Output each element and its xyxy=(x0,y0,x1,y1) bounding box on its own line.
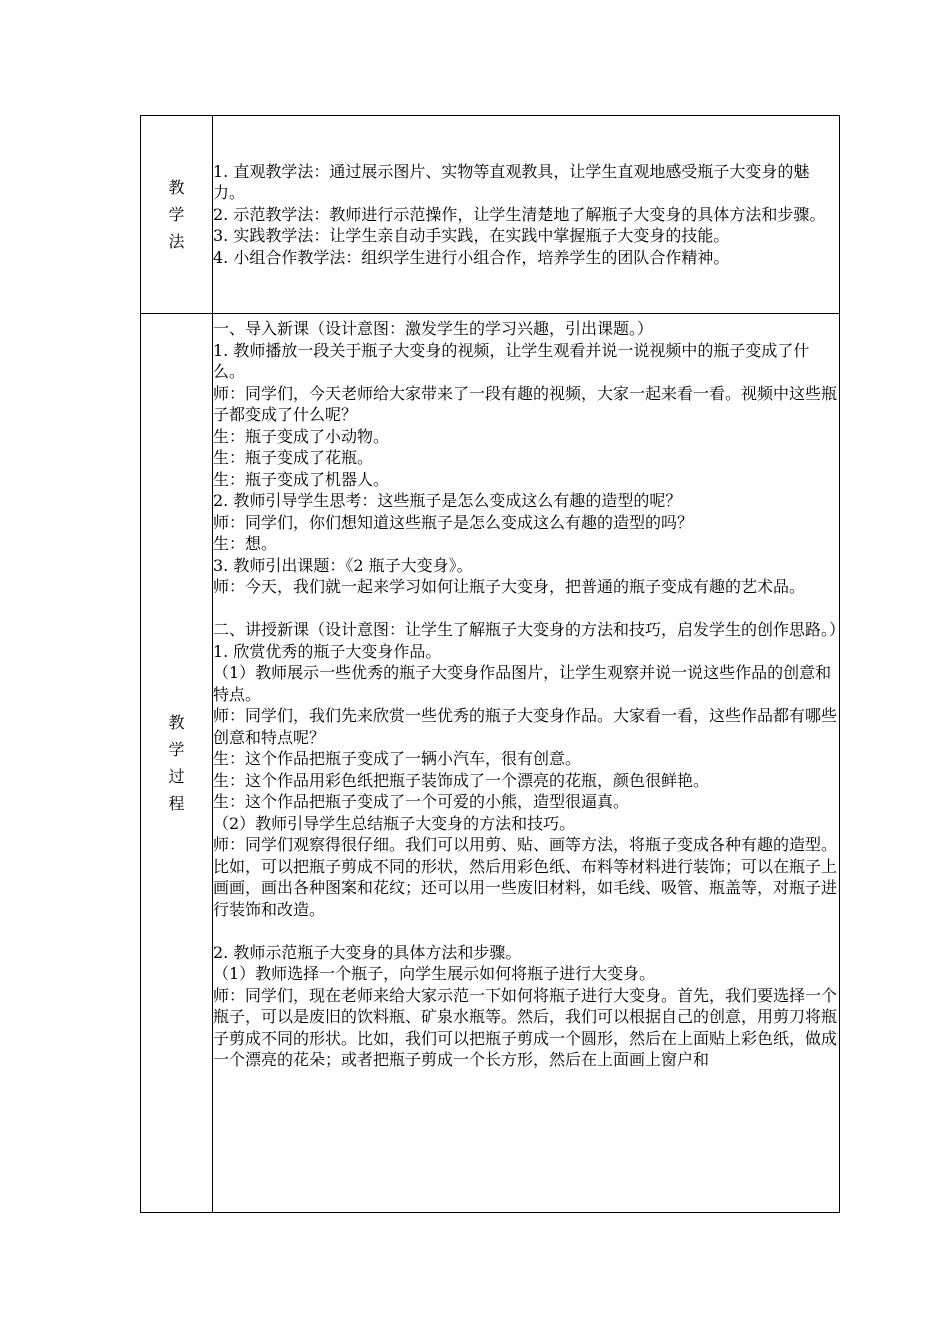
process-paragraph: （2）教师引导学生总结瓶子大变身的方法和技巧。 xyxy=(213,813,576,833)
process-paragraph: （1）教师展示一些优秀的瓶子大变身作品图片，让学生观察并说一说这些作品的创意和特点。 xyxy=(213,663,832,704)
process-paragraph: 师：同学们，现在老师来给大家示范一下如何将瓶子进行大变身。首先，我们要选择一个瓶子，可以是废旧的饮料瓶、矿泉水瓶等。然后，我们可以根据自己的创意，用剪刀将瓶子剪成不同的形状。比如，我们可以把瓶子剪成一个圆形，然后在上面贴上彩色纸，做成一个漂亮的花朵；或者把瓶子剪成一个长方形，然后在上面画上窗户和 xyxy=(213,985,838,1069)
method-item: 3. 实践教学法：让学生亲自动手实践，在实践中掌握瓶子大变身的技能。 xyxy=(213,226,730,246)
process-paragraph: 生：这个作品把瓶子变成了一个可爱的小熊，造型很逼真。 xyxy=(213,792,630,811)
teaching-process-label-cell xyxy=(141,314,213,1213)
process-paragraph: 师：同学们，今天老师给大家带来了一段有趣的视频，大家一起来看一看。视频中这些瓶子都变成了什么呢？ xyxy=(213,383,838,424)
process-paragraph: 生：这个作品把瓶子变成了一辆小汽车，很有创意。 xyxy=(213,749,582,768)
process-paragraph: 生：瓶子变成了小动物。 xyxy=(213,426,390,446)
process-paragraph: 3. 教师引出课题：《2 瓶子大变身》。 xyxy=(213,555,473,575)
process-paragraphs xyxy=(213,314,846,1071)
process-paragraph: 2. 教师引导学生思考：这些瓶子是怎么变成这么有趣的造型的呢？ xyxy=(213,491,682,510)
process-paragraph: 一、导入新课（设计意图：激发学生的学习兴趣，引出课题。） xyxy=(213,319,654,338)
blank-line xyxy=(213,920,839,942)
process-paragraph: 2. 教师示范瓶子大变身的具体方法和步骤。 xyxy=(213,942,522,962)
process-paragraph: 1. 教师播放一段关于瓶子大变身的视频，让学生观看并说一说视频中的瓶子变成了什么。 xyxy=(213,340,810,381)
process-paragraph: 师：同学们观察得很仔细。我们可以用剪、贴、画等方法，将瓶子变成各种有趣的造型。比如，可以把瓶子剪成不同的形状，然后用彩色纸、布料等材料进行装饰；可以在瓶子上画画，画出各种图案和花纹；还可以用一些废旧材料，如毛线、吸管、瓶盖等，对瓶子进行装饰和改造。 xyxy=(213,835,838,919)
process-paragraph: 二、讲授新课（设计意图：让学生了解瓶子大变身的方法和技巧，启发学生的创作思路。） xyxy=(213,620,846,639)
teaching-methods-label-cell xyxy=(141,116,213,314)
teaching-process-row xyxy=(141,314,840,1213)
teaching-methods-label: 教学法 xyxy=(168,178,185,251)
process-paragraph: 师：同学们，你们想知道这些瓶子是怎么变成这么有趣的造型的吗？ xyxy=(213,512,694,532)
teaching-process-label: 教学过程 xyxy=(168,713,185,813)
process-paragraph: 生：这个作品用彩色纸把瓶子装饰成了一个漂亮的花瓶，颜色很鲜艳。 xyxy=(213,770,710,790)
teaching-methods-content xyxy=(213,116,840,314)
teaching-methods-row xyxy=(141,116,840,314)
process-paragraph: 师：同学们，我们先来欣赏一些优秀的瓶子大变身作品。大家看一看，这些作品都有哪些创意和特点呢？ xyxy=(213,706,838,747)
process-paragraph: 生：瓶子变成了花瓶。 xyxy=(213,448,374,467)
process-paragraph: （1）教师选择一个瓶子，向学生展示如何将瓶子进行大变身。 xyxy=(213,964,656,983)
blank-line xyxy=(213,598,839,620)
lesson-plan-table xyxy=(140,115,846,1213)
method-item: 4. 小组合作教学法：组织学生进行小组合作，培养学生的团队合作精神。 xyxy=(213,247,730,267)
process-paragraph: 1. 欣赏优秀的瓶子大变身作品。 xyxy=(213,641,442,661)
method-item: 2. 示范教学法：教师进行示范操作，让学生清楚地了解瓶子大变身的具体方法和步骤。 xyxy=(213,204,826,224)
teaching-process-content xyxy=(213,314,846,1213)
process-paragraph: 生：瓶子变成了机器人。 xyxy=(213,469,390,489)
process-paragraph: 生：想。 xyxy=(213,534,278,553)
method-item: 1. 直观教学法：通过展示图片、实物等直观教具，让学生直观地感受瓶子大变身的魅力。 xyxy=(213,161,810,203)
process-paragraph: 师：今天，我们就一起来学习如何让瓶子大变身，把普通的瓶子变成有趣的艺术品。 xyxy=(213,577,806,596)
